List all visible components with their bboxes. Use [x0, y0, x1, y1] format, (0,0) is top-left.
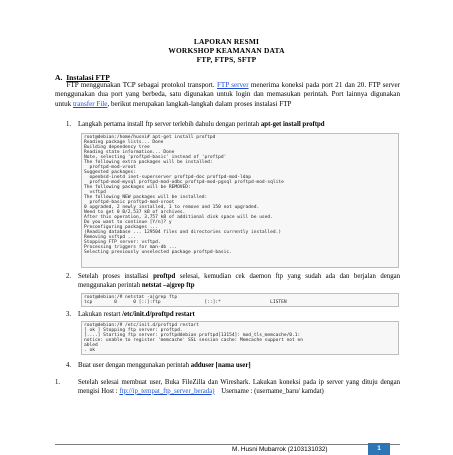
step-number: 4.	[66, 362, 72, 369]
terminal-restart: root@debian:/# /etc/init.d/proftpd restart [ ok ] Stopping ftp server: proftpd. [....] Starting ftp server: proftpddebian proftpd[13154]: mod_tls_memcache/0.1: notice: unable to register 'memcache' SSL session cache: Memcache support not en abled . ok	[81, 321, 399, 355]
step-4-command: adduser [nama user]	[190, 362, 251, 369]
section-label: A.	[55, 73, 63, 82]
step-2-command: netstat –a|grep ftp	[141, 281, 195, 289]
step-3-command: /etc/init.d/proftpd restart	[122, 311, 195, 318]
step-2-bold: proftpd	[153, 273, 176, 280]
report-title: LAPORAN RESMI	[193, 37, 260, 46]
step-1-text	[78, 121, 400, 130]
ftp-server-link[interactable]: FTP server	[216, 81, 249, 89]
footer-author: M. Husni Mubarrok (2103131032)	[232, 446, 328, 453]
step-number: 1.	[55, 379, 61, 386]
step-5-text	[78, 379, 400, 396]
step-5-tail: Username : (username_baru/ kamdat)	[221, 387, 324, 395]
step-3-text	[78, 311, 400, 320]
step-1-command: apt-get install proftpd	[260, 121, 325, 128]
transfer-file-link[interactable]: transfer File	[72, 99, 108, 108]
section-title: Instalasi FTP	[66, 73, 110, 82]
report-topic: FTP, FTPS, SFTP	[196, 55, 257, 64]
step-number: 2.	[66, 273, 72, 280]
step-4-text	[78, 362, 400, 371]
step-1-desc: Langkah pertama install ftp server terlebih dahulu dengan perintah	[78, 121, 260, 128]
terminal-netstat: root@debian:/# netstat -a|grep ftp tcp 0 0 [::]:ftp [::]:* LISTEN	[81, 293, 399, 307]
step-4-desc: Buat user dengan menggunakan perintah	[78, 362, 189, 369]
step-2-desc-a: Setelah proses installasi	[78, 273, 149, 280]
step-2-desc-b: selesai, kemudian cek daemon ftp yang sudah ada dan berjalan dengan menggunakan perintah	[78, 273, 401, 289]
step-2-text	[78, 273, 400, 290]
terminal-install: root@debian:/home/husni# apt-get install proftpd Reading package lists... Done Building dependency tree Reading state information... Done Note, selecting 'proftpd-basic' instead of 'proftpd' The following extra packages will be installed: proftpd-mod-vroot Suggested packages: openbsd-inetd inet-superserver proftpd-doc proftpd-mod-ldap proftpd-mod-mysql proftpd-mod-odbc proftpd-mod-pgsql proftpd-mod-sqlite The following packages will be REMOVED: vsftpd The following NEW packages will be installed: proftpd-basic proftpd-mod-vroot 0 upgraded, 2 newly installed, 1 to remove and 150 not upgraded. Need to get 0 B/2,537 kB of archives. After this operation, 3,757 kB of additional disk space will be used. Do you want to continue [Y/n]? y Preconfiguring packages ... (Reading database ... 129504 files and directories currently installed.) Removing vsftpd ... Stopping FTP server: vsftpd. Processing triggers for man-db ... Selecting previously unselected package proftpd-basic.	[81, 133, 399, 268]
intro-text-3: , berikut merupakan langkah-langkah dalam proses instalasi FTP	[107, 99, 292, 108]
ftp-url-link[interactable]: ftp://ip_tempat_ftp_server_berada)	[119, 387, 215, 395]
step-number: 3.	[66, 311, 72, 318]
intro-paragraph	[55, 81, 400, 109]
footer-divider	[55, 444, 400, 445]
step-5-desc: Setelah selesai membuat user, Buka FileZilla dan Wireshark. Lakukan koneksi pada ip server yang dituju dengan mengisi Host :	[78, 379, 400, 395]
report-subtitle: WORKSHOP KEAMANAN DATA	[168, 46, 285, 55]
step-number: 1.	[66, 121, 72, 128]
intro-text-1: FTP menggunakan TCP sebagai protokol transport.	[66, 81, 215, 89]
page-number: 1	[368, 443, 390, 455]
step-3-desc: Lakukan restart	[78, 311, 121, 318]
intro-text-2: menerima koneksi pada port 21 dan 20. FTP server menggunakan dua port yang berbeda, satu digunakan untuk login dan memasukan perintah. Port lainnya digunakan untuk	[55, 81, 400, 108]
